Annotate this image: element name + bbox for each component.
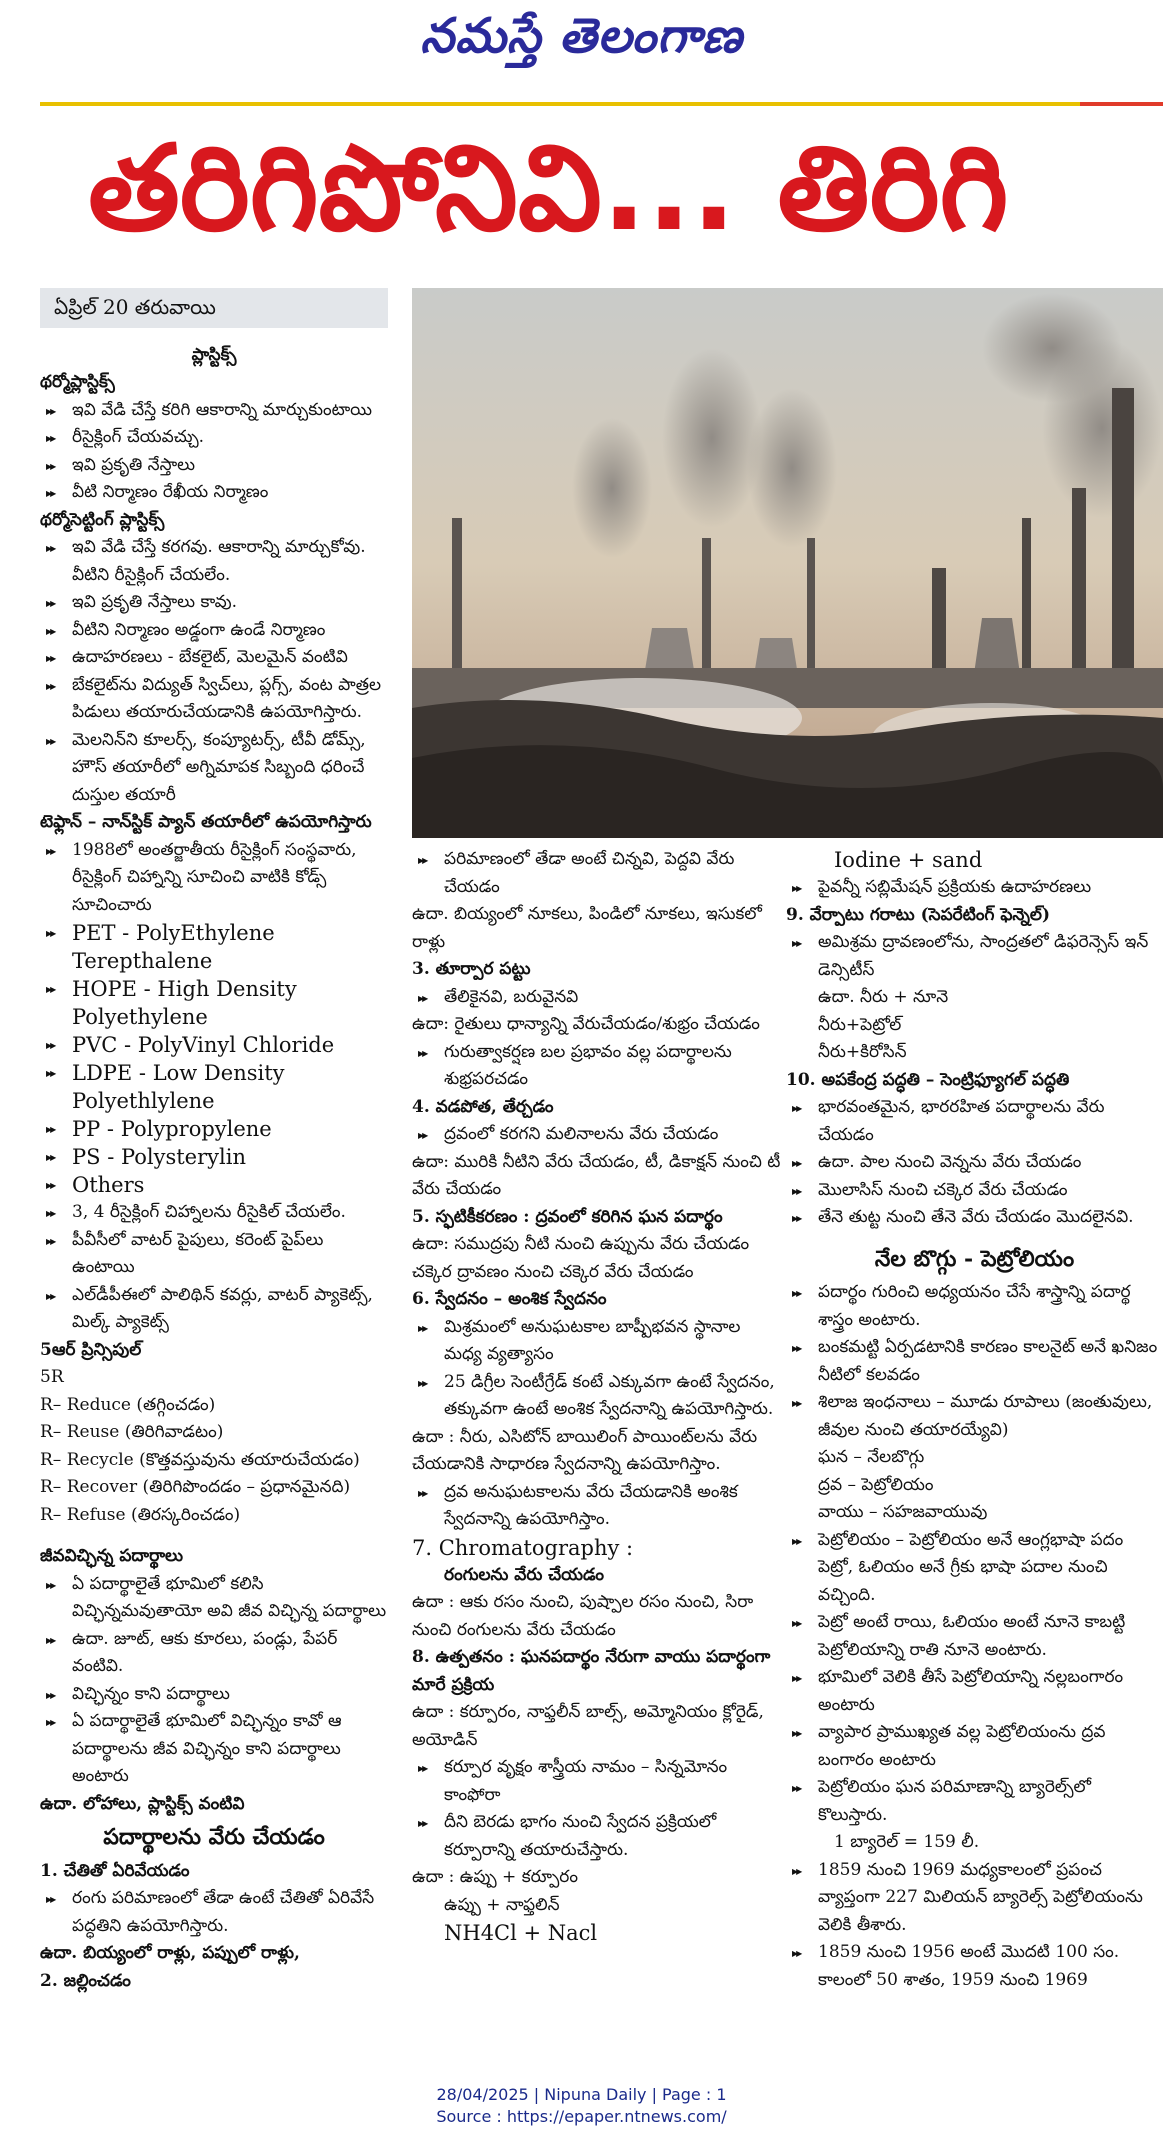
- coal-petroleum-title: నేల బొగ్గు - పెట్రోలియం: [874, 1245, 1075, 1272]
- footer-date-line: 28/04/2025 | Nipuna Daily | Page : 1: [436, 2085, 727, 2104]
- list-item: ▶▶ పైవన్నీ సబ్లిమేషన్ ప్రక్రియకు ఉదాహరణలు: [786, 874, 1163, 902]
- example-line: ఉదా. నీరు + నూనె: [818, 987, 949, 1007]
- example-line: ఉదా : ఉప్పు + కర్పూరం: [412, 1867, 578, 1887]
- list-item: ▶▶ పరిమాణంలో తేడా అంటే చిన్నవి, పెద్దవి వేరు చేయడం: [412, 846, 782, 901]
- list-item: ▶▶ తేనె తుట్ట నుంచి తేనె వేరు చేయడం మొదలైనవి.: [786, 1204, 1163, 1232]
- form-line: ఘన – నేలబొగ్గు: [818, 1447, 925, 1467]
- example-line: Iodine + sand: [834, 848, 983, 872]
- list-item: ▶▶ వీటిని నిర్మాణం అడ్డంగా ఉండే నిర్మాణం: [40, 617, 388, 645]
- list-item: ▶▶ 3, 4 రీసైక్లింగ్ చిహ్నాలను రీసైకిల్ చేయలేం.: [40, 1199, 388, 1227]
- section-box-heading: ఏప్రిల్ 20 తరువాయి: [40, 288, 388, 328]
- list-item: ▶▶ తేలికైనవి, బరువైనవి: [412, 984, 782, 1012]
- list-item: ▶▶ పదార్థం గురించి అధ్యయనం చేసే శాస్త్రాన్ని పదార్థ శాస్త్రం అంటారు.: [786, 1279, 1163, 1334]
- funnel-title: 9. వేర్పాటు గరాటు (సెపరేటింగ్ ఫెన్నెల్): [786, 904, 1051, 925]
- r-item: R– Recycle (కొత్తవస్తువును తయారుచేయడం): [40, 1449, 360, 1470]
- code-item: ▶▶ PS - Polysterylin: [40, 1143, 388, 1171]
- bio-example: ఉదా. లోహాలు, ప్లాస్టిక్స్ వంటివి: [40, 1793, 245, 1814]
- example-line: NH4Cl + Nacl: [444, 1921, 598, 1945]
- list-item: ▶▶ బంకమట్టి ఏర్పడటానికి కారణం కాలనైట్ అనే ఖనిజం నీటిలో కలవడం: [786, 1334, 1163, 1389]
- list-item: ▶▶ రంగు పరిమాణంలో తేడా ఉంటే చేతితో ఏరివేసే పద్ధతిని ఉపయోగిస్తారు.: [40, 1885, 388, 1940]
- r-item: R– Refuse (తిరస్కరించడం): [40, 1504, 241, 1525]
- example-line: నీరు+పెట్రోల్: [818, 1014, 902, 1035]
- centrifuge-title: 10. అపకేంద్ర పద్ధతి – సెంట్రిఫ్యూగల్ పద్ధతి: [786, 1069, 1070, 1090]
- chromatography-title: 7. Chromatography :: [412, 1535, 634, 1560]
- column-left: [40, 288, 388, 1995]
- list-item: ▶▶ ద్రవంలో కరగని మలినాలను వేరు చేయడం: [412, 1121, 782, 1149]
- barrel-line: 1 బ్యారెల్ = 159 లీ.: [834, 1832, 980, 1852]
- list-item: ▶▶ భారవంతమైన, భారరహిత పదార్థాలను వేరు చేయడం: [786, 1094, 1163, 1149]
- example-line: ఉదా: మురికి నీటిని వేరు చేయడం, టీ, డికాక్షన్ నుంచి టీ వేరు చేయడం: [412, 1151, 781, 1199]
- code-item: ▶▶ LDPE - Low Density Polyethlylene: [40, 1059, 388, 1115]
- list-item: ▶▶ మిశ్రమంలో అనుఘటకాల బాష్పీభవన స్థానాల మధ్య వ్యత్యాసం: [412, 1314, 782, 1369]
- footer: [0, 2084, 1163, 2128]
- list-item: ▶▶ ఇవి ప్రకృతి నేస్తాలు: [40, 452, 388, 480]
- thermoplastics-title: థర్మోప్లాస్టిక్స్: [40, 372, 115, 392]
- list-item: ▶▶ ఏ పదార్థాలైతే భూమిలో కలిసి విచ్ఛిన్నమవుతాయో అవి జీవ విచ్ఛిన్న పదార్థాలు: [40, 1571, 388, 1626]
- list-item: ▶▶ మెలనిన్‌ని కూలర్స్, కంప్యూటర్స్, టీవీ డోమ్స్, హౌస్ తయారీలో అగ్నిమాపక సిబ్బంది ధరించే దుస్తుల తయారీ: [40, 727, 388, 810]
- footer-source-link[interactable]: Source : https://epaper.ntnews.com/: [436, 2107, 727, 2126]
- chromatography-sub: రంగులను వేరు చేయడం: [444, 1564, 604, 1585]
- list-item: ▶▶ ఉదా. పాల నుంచి వెన్నను వేరు చేయడం: [786, 1149, 1163, 1177]
- factory-smoke-photo: [412, 288, 1163, 838]
- code-item: ▶▶ HOPE - High Density Polyethylene: [40, 975, 388, 1031]
- list-item: ▶▶ ఇవి ప్రకృతి నేస్తాలు కావు.: [40, 589, 388, 617]
- r-item: R– Reduce (తగ్గించడం): [40, 1394, 216, 1415]
- example-line: ఉదా : కర్పూరం, నాఫ్తలీన్ బాల్స్, అమ్మోనియం క్లోరైడ్, అయోడిన్: [412, 1702, 764, 1750]
- masthead: నమస్తే తెలంగాణ: [420, 8, 743, 64]
- list-item: ▶▶ దీని బెరడు భాగం నుంచి స్వేదన ప్రక్రియలో కర్పూరాన్ని తయారుచేస్తారు.: [412, 1809, 782, 1864]
- list-item: ▶▶ భూమిలో వెలికి తీసే పెట్రోలియాన్ని నల్లబంగారం అంటారు: [786, 1664, 1163, 1719]
- list-item: ▶▶ అమిశ్రమ ద్రావణంలోను, సాంద్రతలో డిఫరెన్సెస్ ఇన్ డెన్సిటీస్: [786, 929, 1163, 984]
- thermosetting-title: థర్మోసెట్టింగ్ ప్లాస్టిక్స్: [40, 509, 165, 530]
- r-item: R– Reuse (తిరిగివాడటం): [40, 1422, 224, 1442]
- code-item: ▶▶ PET - PolyEthylene Terepthalene: [40, 919, 388, 975]
- list-item: ▶▶ శిలాజ ఇంధనాలు – మూడు రూపాలు (జంతువులు, జీవుల నుంచి తయారయ్యేవి): [786, 1389, 1163, 1444]
- five-r-label: 5R: [40, 1367, 64, 1387]
- example-line: ఉదా : నీరు, ఎసిటోన్ బాయిలింగ్ పాయింట్‌లను వేరు చేయడానికి సాధారణ స్వేదనాన్ని ఉపయోగిస్తాం.: [412, 1426, 758, 1474]
- sublimation-title: 8. ఉత్పతనం : ఘనపదార్థం నేరుగా వాయు పదార్థంగా మారే ప్రక్రియ: [412, 1647, 771, 1695]
- five-r-title: 5ఆర్ ప్రిన్సిపుల్: [40, 1339, 142, 1360]
- hand-picking-title: 1. చేతితో ఏరివేయడం: [40, 1860, 190, 1881]
- list-item: ▶▶ 25 డిగ్రీల సెంటీగ్రేడ్ కంటే ఎక్కువగా ఉంటే స్వేదనం, తక్కువగా ఉంటే అంశిక స్వేదనాన్ని ఉపయోగిస్తారు.: [412, 1369, 782, 1424]
- example-line: ఉదా : ఆకు రసం నుంచి, పుష్పాల రసం నుంచి, సిరా నుంచి రంగులను వేరు చేయడం: [412, 1592, 754, 1640]
- winnowing-title: 3. తూర్పార పట్టు: [412, 959, 531, 979]
- list-item: ▶▶ పెట్రో అంటే రాయి, ఓలియం అంటే నూనె కాబట్టి పెట్రోలియాన్ని రాతి నూనె అంటారు.: [786, 1609, 1163, 1664]
- headline: తరిగిపోనివి... తిరిగి: [88, 119, 1009, 257]
- sieving-title: 2. జల్లించడం: [40, 1970, 131, 1991]
- separation-section-title: పదార్థాలను వేరు చేయడం: [103, 1824, 325, 1850]
- code-item: ▶▶ Others: [40, 1171, 388, 1199]
- form-line: ద్రవ – పెట్రోలియం: [818, 1474, 934, 1495]
- masthead-rule: [40, 102, 1080, 106]
- list-item: ▶▶ కర్పూర వృక్షం శాస్త్రీయ నామం – సిన్నమోనం కాంఫోరా: [412, 1754, 782, 1809]
- list-item: ▶▶ 1988లో అంతర్జాతీయ రీసైక్లింగ్ సంస్థవారు, రీసైక్లింగ్ చిహ్నాన్ని సూచించి వాటికి కోడ్స్ సూచించారు: [40, 837, 388, 920]
- list-item: ▶▶ పెట్రోలియం – పెట్రోలియం అనే ఆంగ్లభాషా పదం పెట్రో, ఓలియం అనే గ్రీకు భాషా పదాల నుంచి వచ్చింది.: [786, 1527, 1163, 1610]
- plastics-title: ప్లాస్టిక్స్: [191, 344, 237, 365]
- code-item: ▶▶ PVC - PolyVinyl Chloride: [40, 1031, 388, 1059]
- list-item: ▶▶ విచ్ఛిన్నం కాని పదార్థాలు: [40, 1681, 388, 1709]
- masthead-rule-accent: [1080, 102, 1163, 106]
- example-line: ఉప్పు + నాఫ్తలిన్: [444, 1894, 560, 1915]
- list-item: ▶▶ పెట్రోలియం ఘన పరిమాణాన్ని బ్యారెల్స్‌లో కొలుస్తారు.: [786, 1774, 1163, 1829]
- list-item: ▶▶ ద్రవ అనుఘటకాలను వేరు చేయడానికి అంశిక స్వేదనాన్ని ఉపయోగిస్తాం.: [412, 1479, 782, 1534]
- list-item: ▶▶ 1859 నుంచి 1956 అంటే మొదటి 100 సం. కాలంలో 50 శాతం, 1959 నుంచి 1969: [786, 1939, 1163, 1994]
- list-item: ▶▶ వ్యాపార ప్రాముఖ్యత వల్ల పెట్రోలియంను ద్రవ బంగారం అంటారు: [786, 1719, 1163, 1774]
- code-item: ▶▶ PP - Polypropylene: [40, 1115, 388, 1143]
- list-item: ▶▶ పీవీసీలో వాటర్ పైపులు, కరెంట్ పైప్‌లు ఉంటాయి: [40, 1227, 388, 1282]
- crystallization-title: 5. స్ఫటికీకరణం : ద్రవంలో కరిగిన ఘన పదార్థం: [412, 1206, 723, 1227]
- r-item: R– Recover (తిరిగిపొందడం – ప్రధానమైనది): [40, 1477, 351, 1497]
- list-item: ▶▶ గురుత్వాకర్షణ బల ప్రభావం వల్ల పదార్థాలను శుభ్రపరచడం: [412, 1039, 782, 1094]
- list-item: ▶▶ ఎల్‌డీపీఈలో పాలిథిన్ కవర్లు, వాటర్ ప్యాకెట్స్, మిల్క్ ప్యాకెట్స్: [40, 1282, 388, 1337]
- example-line: నీరు+కిరోసిన్: [818, 1042, 907, 1062]
- list-item: ▶▶ రీసైక్లింగ్ చేయవచ్చు.: [40, 424, 388, 452]
- column-right: [786, 846, 1163, 1994]
- list-item: ▶▶ ఇవి వేడి చేస్తే కరగవు. ఆకారాన్ని మార్చుకోవు. వీటిని రీసైక్లింగ్ చేయలేం.: [40, 534, 388, 589]
- bio-title: జీవవిచ్ఛిన్న పదార్థాలు: [40, 1546, 183, 1566]
- list-item: ▶▶ ఉదాహరణలు - బేకలైట్, మెలమైన్ వంటివి: [40, 644, 388, 672]
- distillation-title: 6. స్వేదనం – అంశిక స్వేదనం: [412, 1289, 607, 1309]
- list-item: ▶▶ 1859 నుంచి 1969 మధ్యకాలంలో ప్రపంచ వ్యాప్తంగా 227 మిలియన్ బ్యారెల్స్ పెట్రోలియంను వెలికి తీశారు.: [786, 1857, 1163, 1940]
- example-line: ఉదా. బియ్యంలో నూకలు, పిండిలో నూకలు, ఇసుకలో రాళ్లు: [412, 904, 762, 952]
- list-item: ▶▶ ఇవి వేడి చేస్తే కరిగి ఆకారాన్ని మార్చుకుంటాయి: [40, 397, 388, 425]
- list-item: ▶▶ బేకలైట్‌ను విద్యుత్ స్విచ్‌లు, ప్లగ్స్, వంట పాత్రల పిడులు తయారుచేయడానికి ఉపయోగిస్తారు.: [40, 672, 388, 727]
- filtration-title: 4. వడపోత, తేర్చడం: [412, 1096, 554, 1117]
- example-line: ఉదా: రైతులు ధాన్యాన్ని వేరుచేయడం/శుభ్రం చేయడం: [412, 1014, 760, 1034]
- teflon-line: టెఫ్లాన్ – నాన్‌స్టిక్ ప్యాన్ తయారీలో ఉపయోగిస్తారు: [40, 812, 372, 832]
- list-item: ▶▶ వీటి నిర్మాణం రేఖీయ నిర్మాణం: [40, 479, 388, 507]
- list-item: ▶▶ మొలాసిస్ నుంచి చక్కెర వేరు చేయడం: [786, 1177, 1163, 1205]
- hand-example: ఉదా. బియ్యంలో రాళ్లు, పప్పులో రాళ్లు,: [40, 1943, 300, 1963]
- list-item: ▶▶ ఉదా. జూట్, ఆకు కూరలు, పండ్లు, పేపర్ వంటివి.: [40, 1626, 388, 1681]
- form-line: వాయు – సహజవాయువు: [818, 1502, 988, 1522]
- column-middle: [412, 846, 782, 1947]
- list-item: ▶▶ ఏ పదార్థాలైతే భూమిలో విచ్ఛిన్నం కావో ఆ పదార్థాలను జీవ విచ్ఛిన్నం కాని పదార్థాలు అంటారు: [40, 1708, 388, 1791]
- example-line: ఉదా: సముద్రపు నీటి నుంచి ఉప్పును వేరు చేయడం చక్కెర ద్రావణం నుంచి చక్కెర వేరు చేయడం: [412, 1234, 750, 1282]
